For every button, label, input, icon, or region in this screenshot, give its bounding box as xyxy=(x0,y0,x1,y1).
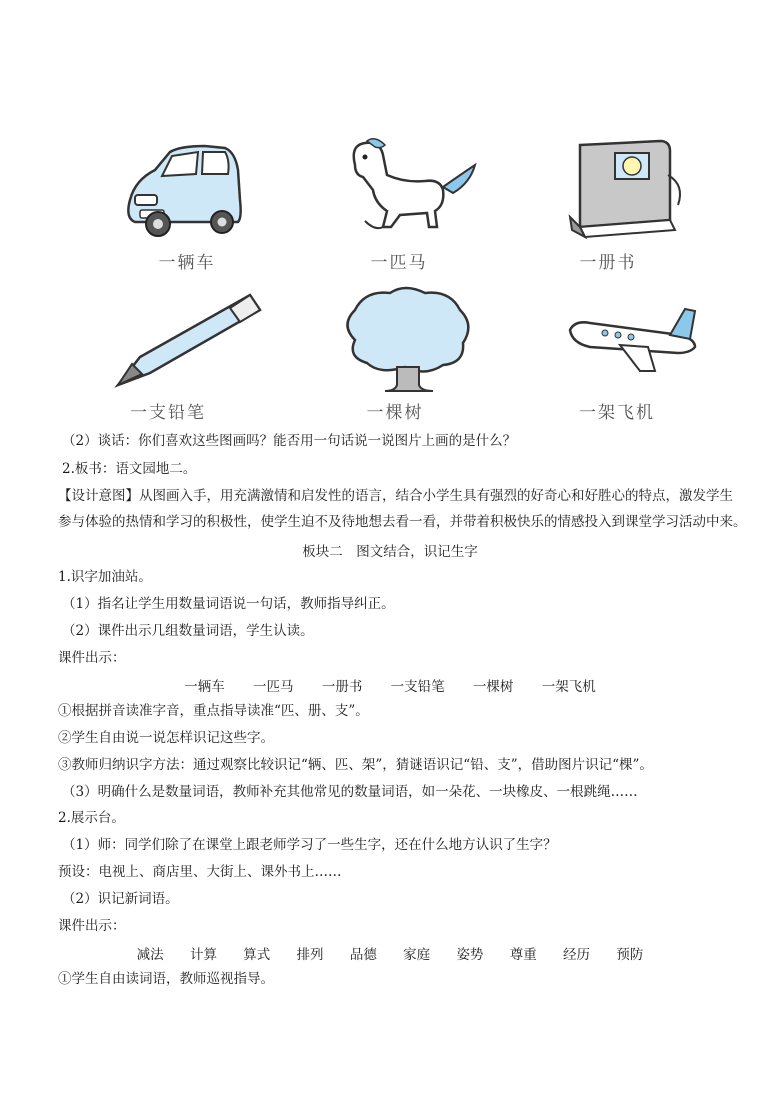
text-line: （2）识记新词语。 xyxy=(62,891,179,907)
picture-caption: 一支铅笔 xyxy=(130,403,206,423)
list-item: 一匹马 xyxy=(253,679,294,695)
horse-icon xyxy=(325,135,495,255)
list-item: 一辆车 xyxy=(184,679,225,695)
text-line: 1.识字加油站。 xyxy=(58,569,152,585)
list-item: 家庭 xyxy=(403,947,431,963)
tree-icon xyxy=(325,285,495,405)
text-line: ③教师归纳识字方法：通过观察比较识记“辆、匹、架”，猜谜语识记“铅、支”，借助图片识记“棵”。 xyxy=(58,757,653,773)
list-item: 算式 xyxy=(243,947,271,963)
text-line: （1）指名让学生用数量词语说一句话，教师指导纠正。 xyxy=(62,596,395,612)
section-title: 板块二 图文结合，识记生字 xyxy=(302,544,478,560)
list-item: 经历 xyxy=(563,947,591,963)
list-item: 预防 xyxy=(616,947,644,963)
text-line: ①根据拼音读准字音，重点指导读准“匹、册、支”。 xyxy=(58,703,369,719)
list-item: 一棵树 xyxy=(472,679,514,695)
vocabulary-list xyxy=(0,943,780,963)
text-line: （2）课件出示几组数量词语，学生认读。 xyxy=(62,623,314,639)
book-icon xyxy=(560,135,730,255)
text-line: 2.展示台。 xyxy=(58,810,125,826)
text-line: ②学生自由说一说怎样识记这些字。 xyxy=(58,730,274,746)
text-line: 【设计意图】从图画入手，用充满激情和启发性的语言，结合小学生具有强烈的好奇心和好胜心的特点，激发学生 xyxy=(58,488,733,504)
list-item: 排列 xyxy=(296,947,324,963)
airplane-icon xyxy=(560,295,730,415)
pencil-icon xyxy=(110,290,280,410)
text-line: 课件出示： xyxy=(58,918,126,934)
text-line: （2）谈话：你们喜欢这些图画吗？能否用一句话说一说图片上画的是什么？ xyxy=(62,433,517,449)
list-item: 一册书 xyxy=(321,679,363,695)
list-item: 减法 xyxy=(136,947,164,963)
list-item: 尊重 xyxy=(509,947,537,963)
text-line: 课件出示： xyxy=(58,650,126,666)
list-item: 一架飞机 xyxy=(541,679,596,695)
list-item: 品德 xyxy=(349,947,377,963)
text-line: （1）师：同学们除了在课堂上跟老师学习了一些生字，还在什么地方认识了生字？ xyxy=(62,837,557,853)
picture-caption: 一辆车 xyxy=(158,253,216,273)
text-line: 预设：电视上、商店里、大街上、课外书上…… xyxy=(58,864,342,880)
text-line: 参与体验的热情和学习的积极性，使学生迫不及待地想去看一看，并带着积极快乐的情感投入到课堂学习活动中来。 xyxy=(58,514,747,530)
picture-caption: 一匹马 xyxy=(370,253,428,273)
measure-words-list xyxy=(0,675,780,695)
text-line: ①学生自由读词语，教师巡视指导。 xyxy=(58,971,274,987)
text-line: 2.板书：语文园地二。 xyxy=(62,461,197,477)
car-icon xyxy=(110,140,280,260)
picture-caption: 一架飞机 xyxy=(579,403,655,423)
list-item: 姿势 xyxy=(456,947,484,963)
list-item: 一支铅笔 xyxy=(390,679,445,695)
picture-caption: 一棵树 xyxy=(366,403,424,423)
text-line: （3）明确什么是数量词语，教师补充其他常见的数量词语，如一朵花、一块橡皮、一根跳绳…… xyxy=(62,784,638,800)
list-item: 计算 xyxy=(189,947,217,963)
picture-caption: 一册书 xyxy=(579,253,637,273)
